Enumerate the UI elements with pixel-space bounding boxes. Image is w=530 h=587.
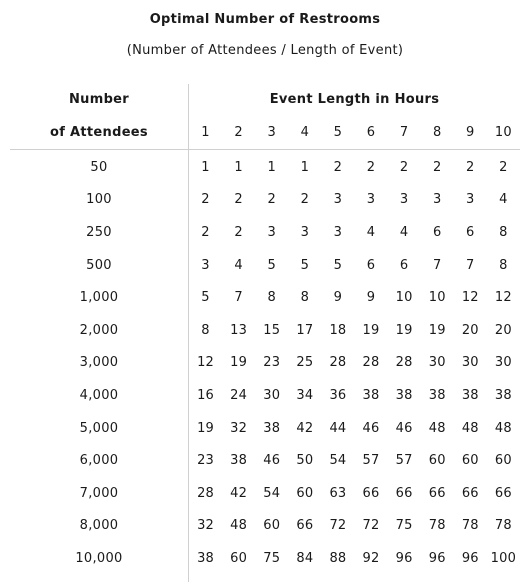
restroom-count-cell: 2	[234, 192, 243, 208]
hour-header-cell: 9	[466, 125, 475, 140]
restroom-count-cell: 60	[428, 453, 446, 469]
restroom-count-cell: 2	[267, 192, 276, 208]
restroom-count-cell: 10	[428, 290, 446, 306]
attendees-cell: 5,000	[79, 420, 119, 436]
restroom-count-cell: 3	[466, 192, 475, 208]
restroom-count-cell: 88	[329, 550, 347, 566]
value-cells	[189, 225, 520, 240]
restroom-count-cell: 16	[197, 387, 215, 403]
hour-header-cell: 1	[201, 125, 210, 140]
restroom-count-cell: 30	[263, 387, 281, 403]
restroom-count-cell: 25	[296, 355, 314, 371]
restroom-count-cell: 2	[234, 224, 243, 240]
restroom-count-cell: 20	[461, 322, 479, 338]
restroom-count-cell: 2	[466, 159, 475, 175]
restroom-count-cell: 28	[329, 355, 347, 371]
restroom-count-cell: 66	[461, 485, 479, 501]
attendees-cell: 500	[86, 257, 112, 273]
restroom-count-cell: 3	[201, 257, 210, 273]
restroom-count-cell: 42	[296, 420, 314, 436]
value-cells	[189, 551, 520, 566]
value-cells	[189, 160, 520, 175]
table-row	[10, 412, 520, 445]
restroom-count-cell: 12	[494, 290, 512, 306]
restroom-count-cell: 44	[329, 420, 347, 436]
restroom-count-cell: 28	[362, 355, 380, 371]
restroom-count-cell: 4	[399, 224, 409, 240]
table-row	[10, 444, 520, 477]
table-row	[10, 314, 520, 347]
restroom-count-cell: 1	[201, 159, 210, 175]
restroom-count-cell: 6	[399, 257, 409, 273]
restroom-count-cell: 5	[300, 257, 310, 273]
restroom-count-cell: 60	[230, 550, 248, 566]
table-row	[10, 542, 520, 575]
table-row	[10, 379, 520, 412]
restroom-count-cell: 100	[490, 550, 517, 566]
restroom-count-cell: 48	[461, 420, 479, 436]
restroom-count-cell: 48	[494, 420, 512, 436]
value-cells	[189, 323, 520, 338]
restroom-count-cell: 84	[296, 550, 314, 566]
attendees-cell: 2,000	[79, 322, 119, 338]
restroom-count-cell: 5	[333, 257, 343, 273]
restroom-count-cell: 17	[296, 322, 314, 338]
restroom-count-cell: 23	[263, 355, 281, 371]
restroom-count-cell: 9	[333, 290, 343, 306]
restroom-count-cell: 54	[329, 453, 347, 469]
restroom-count-cell: 3	[366, 192, 376, 208]
restroom-count-cell: 2	[366, 159, 376, 175]
restroom-count-cell: 66	[428, 485, 446, 501]
restroom-count-cell: 7	[466, 257, 475, 273]
restroom-count-cell: 30	[494, 355, 512, 371]
restroom-count-cell: 5	[201, 290, 210, 306]
restroom-count-cell: 2	[333, 159, 343, 175]
restroom-count-cell: 60	[263, 518, 281, 534]
restroom-count-cell: 75	[263, 550, 281, 566]
restroom-count-cell: 6	[432, 224, 442, 240]
restroom-count-cell: 96	[428, 550, 446, 566]
restroom-count-cell: 96	[461, 550, 479, 566]
hour-header-cell: 7	[399, 125, 409, 140]
restroom-count-cell: 32	[230, 420, 248, 436]
restroom-count-cell: 78	[428, 518, 446, 534]
restroom-count-cell: 18	[329, 322, 347, 338]
restroom-count-cell: 3	[333, 224, 343, 240]
attendees-cell: 7,000	[79, 485, 119, 501]
attendees-cell: 8,000	[79, 518, 119, 534]
restroom-count-cell: 1	[267, 159, 276, 175]
restroom-count-cell: 38	[362, 387, 380, 403]
attendees-cell: 4,000	[79, 387, 119, 403]
restroom-count-cell: 46	[362, 420, 380, 436]
header-divider	[10, 149, 520, 150]
restroom-count-cell: 46	[395, 420, 413, 436]
restroom-count-cell: 19	[230, 355, 248, 371]
restroom-count-cell: 66	[362, 485, 380, 501]
restroom-count-cell: 19	[395, 322, 413, 338]
hour-header-cell: 2	[234, 125, 243, 140]
restroom-count-cell: 57	[362, 453, 380, 469]
restroom-count-cell: 78	[461, 518, 479, 534]
table-subtitle: (Number of Attendees / Length of Event)	[126, 43, 404, 58]
attendees-cell: 1,000	[79, 290, 119, 306]
restroom-count-cell: 1	[234, 159, 243, 175]
table-row	[10, 281, 520, 314]
restroom-count-cell: 7	[234, 290, 243, 306]
table-row	[10, 347, 520, 380]
restroom-count-cell: 8	[267, 290, 276, 306]
restroom-count-cell: 8	[300, 290, 310, 306]
table-row	[10, 184, 520, 217]
attendees-cell: 50	[90, 159, 108, 175]
restroom-count-cell: 66	[494, 485, 512, 501]
restroom-count-cell: 15	[263, 322, 281, 338]
row-header-number: Number	[68, 92, 129, 107]
table-title: Optimal Number of Restrooms	[149, 12, 381, 27]
restroom-count-cell: 38	[428, 387, 446, 403]
restroom-count-cell: 4	[366, 224, 376, 240]
column-group-header: Event Length in Hours	[269, 92, 440, 107]
restroom-count-cell: 34	[296, 387, 314, 403]
restroom-count-cell: 3	[432, 192, 442, 208]
restroom-count-cell: 48	[428, 420, 446, 436]
restroom-count-cell: 2	[399, 159, 409, 175]
hours-header-row	[189, 125, 520, 140]
restroom-count-cell: 2	[201, 224, 210, 240]
attendees-cell: 6,000	[79, 453, 119, 469]
restroom-count-cell: 5	[267, 257, 276, 273]
restroom-count-cell: 24	[230, 387, 248, 403]
table-row	[10, 477, 520, 510]
restroom-count-cell: 38	[263, 420, 281, 436]
restroom-count-cell: 9	[366, 290, 376, 306]
hour-header-cell: 6	[366, 125, 376, 140]
restroom-count-cell: 10	[395, 290, 413, 306]
restroom-count-cell: 38	[395, 387, 413, 403]
restroom-count-cell: 4	[499, 192, 508, 208]
restroom-count-cell: 66	[395, 485, 413, 501]
restroom-count-cell: 12	[197, 355, 215, 371]
restroom-count-cell: 38	[230, 453, 248, 469]
hour-header-cell: 3	[267, 125, 276, 140]
restroom-count-cell: 92	[362, 550, 380, 566]
restroom-count-cell: 38	[461, 387, 479, 403]
restroom-count-cell: 8	[499, 257, 508, 273]
restroom-count-cell: 20	[494, 322, 512, 338]
restroom-count-cell: 96	[395, 550, 413, 566]
restroom-count-cell: 8	[201, 322, 210, 338]
restroom-count-cell: 36	[329, 387, 347, 403]
restroom-count-cell: 28	[197, 485, 215, 501]
restroom-count-cell: 19	[428, 322, 446, 338]
restroom-count-cell: 72	[362, 518, 380, 534]
restroom-count-cell: 3	[267, 224, 276, 240]
restroom-count-cell: 6	[366, 257, 376, 273]
restroom-count-cell: 2	[201, 192, 210, 208]
table-row	[10, 249, 520, 282]
value-cells	[189, 258, 520, 273]
table-row	[10, 216, 520, 249]
row-header-attendees: of Attendees	[50, 125, 148, 140]
restroom-count-cell: 2	[300, 192, 310, 208]
attendees-cell: 10,000	[75, 550, 123, 566]
hour-header-cell: 8	[432, 125, 442, 140]
restroom-count-cell: 3	[399, 192, 409, 208]
restroom-count-cell: 12	[461, 290, 479, 306]
attendees-cell: 100	[86, 192, 112, 208]
table-row	[10, 151, 520, 184]
restroom-count-cell: 60	[494, 453, 512, 469]
attendees-cell: 3,000	[79, 355, 119, 371]
restroom-count-cell: 48	[230, 518, 248, 534]
table-body	[10, 151, 520, 575]
hour-header-cell: 4	[300, 125, 310, 140]
restroom-count-cell: 38	[197, 550, 215, 566]
restroom-count-cell: 3	[300, 224, 310, 240]
value-cells	[189, 518, 520, 533]
restroom-count-cell: 60	[461, 453, 479, 469]
restroom-count-cell: 75	[395, 518, 413, 534]
restroom-count-cell: 30	[428, 355, 446, 371]
restroom-count-cell: 4	[234, 257, 243, 273]
hour-header-cell: 5	[333, 125, 343, 140]
value-cells	[189, 290, 520, 305]
restroom-count-cell: 13	[230, 322, 248, 338]
restroom-count-cell: 28	[395, 355, 413, 371]
table-row	[10, 510, 520, 543]
restroom-count-cell: 32	[197, 518, 215, 534]
restroom-count-cell: 46	[263, 453, 281, 469]
hour-header-cell: 10	[494, 125, 512, 140]
value-cells	[189, 421, 520, 436]
restroom-count-cell: 38	[494, 387, 512, 403]
value-cells	[189, 388, 520, 403]
restroom-count-cell: 19	[197, 420, 215, 436]
restroom-count-cell: 66	[296, 518, 314, 534]
restroom-count-cell: 60	[296, 485, 314, 501]
restroom-count-cell: 42	[230, 485, 248, 501]
restroom-count-cell: 2	[432, 159, 442, 175]
restroom-count-cell: 2	[499, 159, 508, 175]
restroom-count-cell: 8	[499, 224, 508, 240]
attendees-cell: 250	[86, 224, 112, 240]
restroom-count-cell: 54	[263, 485, 281, 501]
value-cells	[189, 453, 520, 468]
restroom-count-cell: 3	[333, 192, 343, 208]
restroom-count-cell: 50	[296, 453, 314, 469]
value-cells	[189, 192, 520, 207]
restroom-count-cell: 6	[466, 224, 475, 240]
restroom-count-cell: 23	[197, 453, 215, 469]
restroom-count-cell: 30	[461, 355, 479, 371]
restroom-count-cell: 7	[432, 257, 442, 273]
restroom-count-cell: 63	[329, 485, 347, 501]
restroom-count-cell: 57	[395, 453, 413, 469]
value-cells	[189, 355, 520, 370]
restroom-count-cell: 78	[494, 518, 512, 534]
restroom-count-cell: 1	[300, 159, 310, 175]
restroom-count-cell: 19	[362, 322, 380, 338]
value-cells	[189, 486, 520, 501]
restroom-count-cell: 72	[329, 518, 347, 534]
